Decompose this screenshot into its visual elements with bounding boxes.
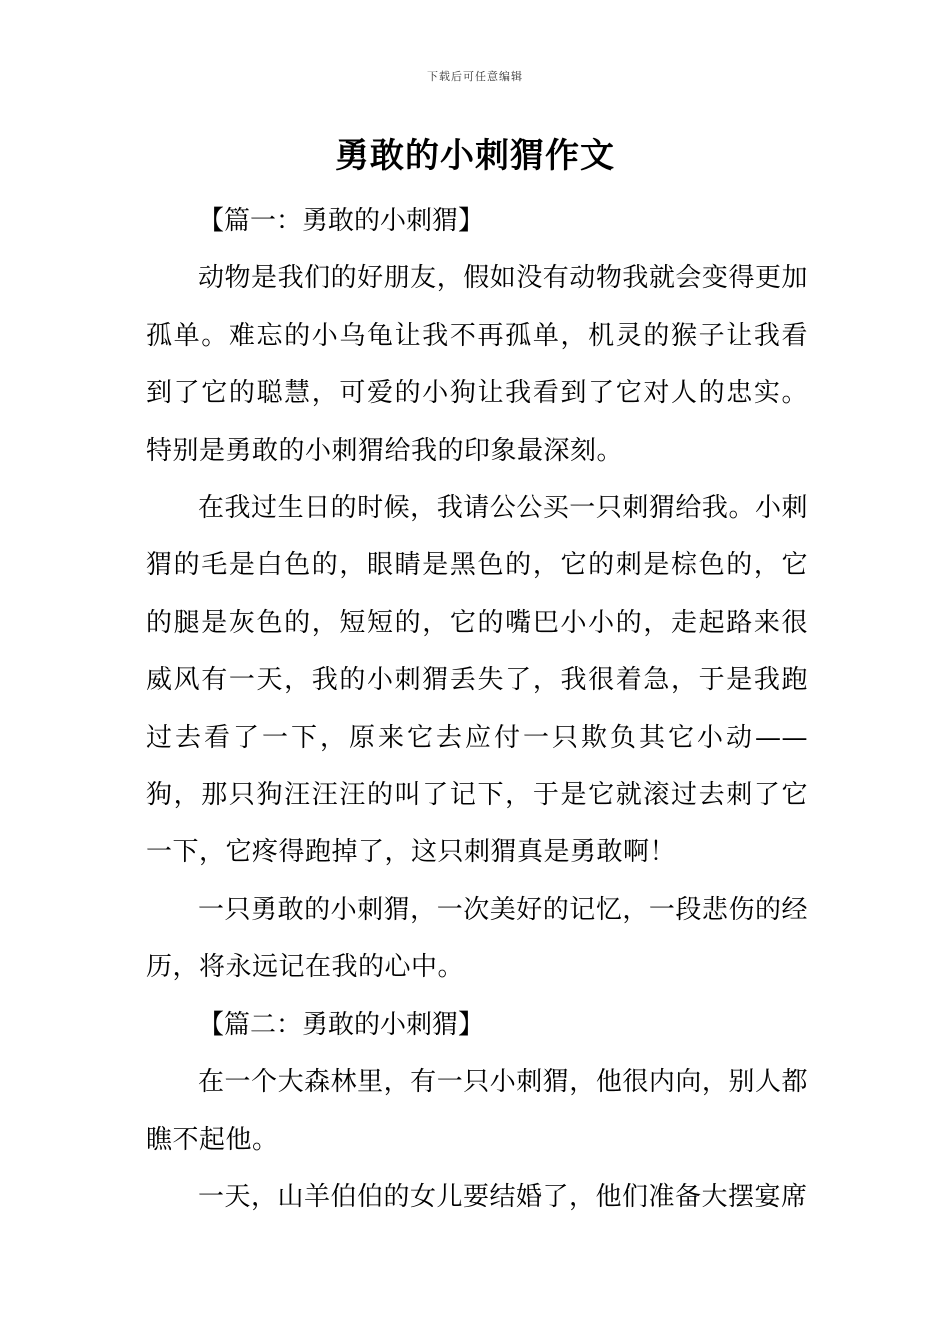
paragraph: 一天，山羊伯伯的女儿要结婚了，他们准备大摆宴席 [198, 1181, 808, 1212]
paragraph: 一只勇敢的小刺猬，一次美好的记忆，一段悲伤的经历，将永远记在我的心中。 [146, 894, 808, 983]
header-note: 下载后可任意编辑 [427, 70, 523, 83]
paragraph: 动物是我们的好朋友，假如没有动物我就会变得更加孤单。难忘的小乌龟让我不再孤单，机灵的猴子让我看到了它的聪慧，可爱的小狗让我看到了它对人的忠实。特别是勇敢的小刺猬给我的印象最深刻。 [146, 263, 808, 466]
section-heading-1: 【篇一：勇敢的小刺猬】 [198, 206, 485, 236]
document-title: 勇敢的小刺猬作文 [335, 136, 615, 176]
paragraph: 在我过生日的时候，我请公公买一只刺猬给我。小刺猬的毛是白色的，眼睛是黑色的，它的刺是棕色的，它的腿是灰色的，短短的，它的嘴巴小小的，走起路来很威风有一天，我的小刺猬丢失了，我很着急，于是我跑过去看了一下，原来它去应付一只欺负其它小动——狗，那只狗汪汪汪的叫了记下，于是它就滚过去刺了它一下，它疼得跑掉了，这只刺猬真是勇敢啊！ [146, 493, 808, 868]
document-body [146, 193, 808, 1226]
paragraph: 在一个大森林里，有一只小刺猬，他很内向，别人都瞧不起他。 [146, 1067, 808, 1155]
section-heading-2: 【篇二：勇敢的小刺猬】 [198, 1009, 485, 1040]
